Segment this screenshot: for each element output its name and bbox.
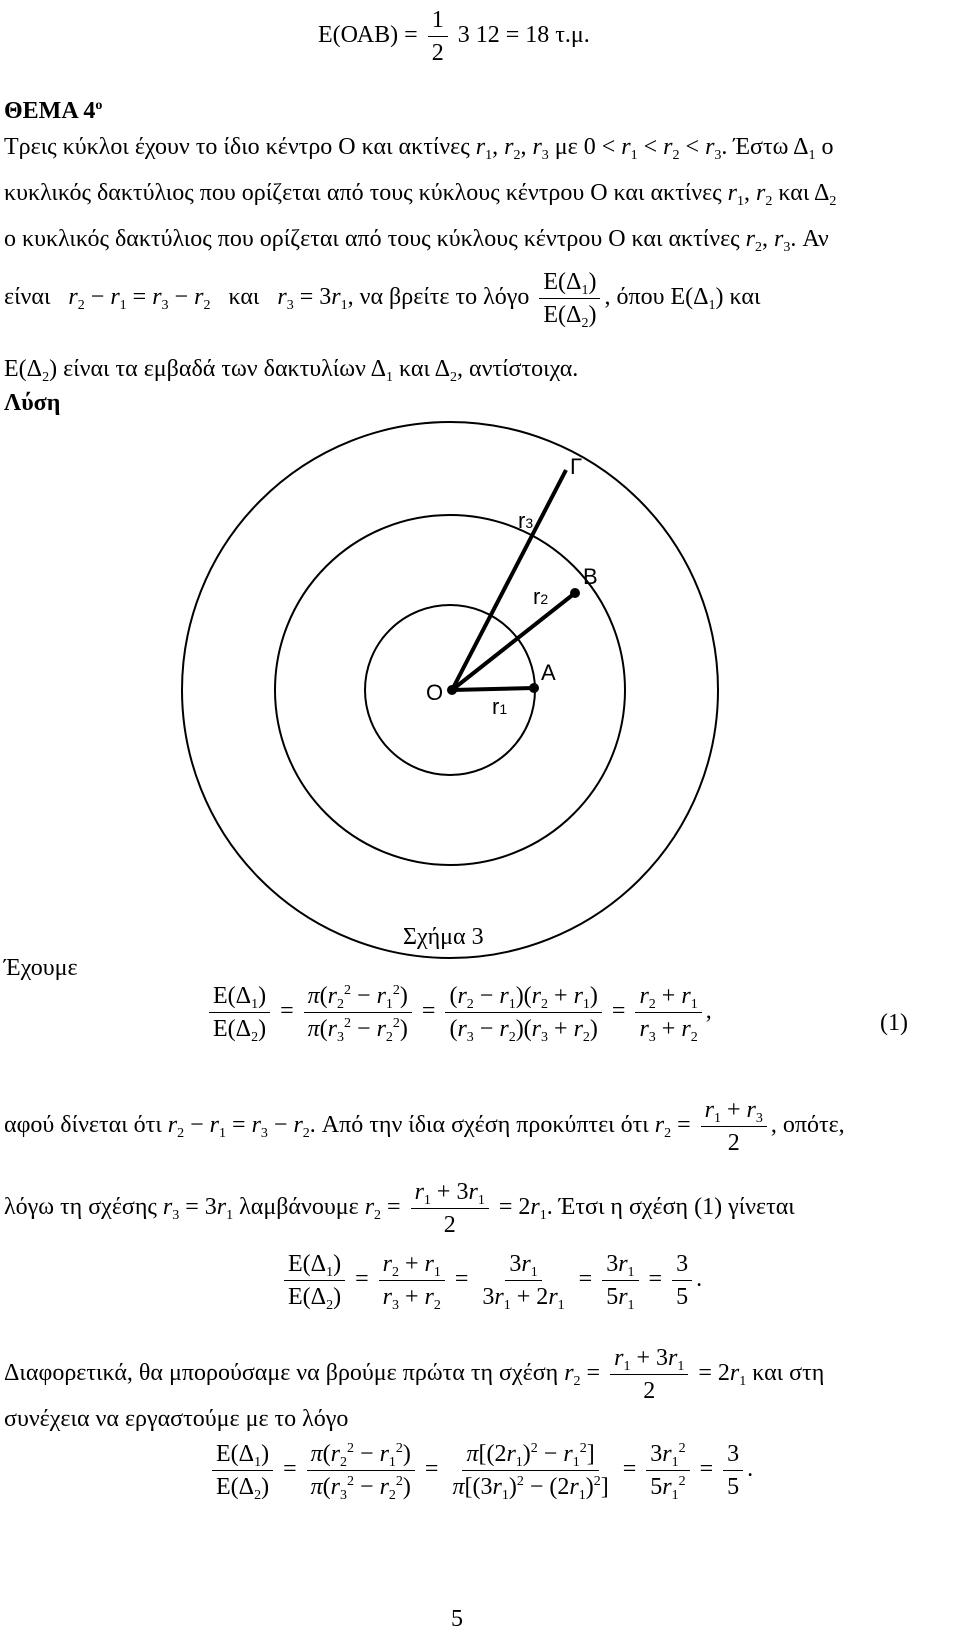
label-A: Α: [541, 660, 556, 685]
label-r3: r3: [518, 508, 534, 533]
equation-3: $\frac{E(\Delta_1)}{E(\Delta_2)}$ = $\frac{\pi(r_2^2 - r_1^2)}{\pi(r_3^2 - r_2^2)}$ = $\frac{\pi[(2r_1)^2 - r_1^2]}{\pi[(3r_1)^2 - (2r_1)^2]}$ = $\frac{3r_1^2}{5r_1^2}$ = $\frac{3}{5}$ .: [208, 1440, 753, 1501]
problem-line-1: Τρεις κύκλοι έχουν το ίδιο κέντρο Ο και ακτίνες $r_1$, $r_2$, $r_3$ με $0 < r_1 < r_2 < r_3$. Έστω $\Delta_1$ ο: [4, 134, 834, 163]
top-formula: Ε(ΟΑΒ) = $\frac{1}{2}$ 3 12 = 18 τ.μ.: [318, 7, 590, 66]
equation-2: $\frac{E(\Delta_1)}{E(\Delta_2)}$ = $\frac{r_2 + r_1}{r_3 + r_2}$ = $\frac{3r_1}{3r_1 + 2r_1}$ = $\frac{3r_1}{5r_1}$ = $\frac{3}{5}$ .: [280, 1250, 702, 1311]
alt-line-2: συνέχεια να εργαστούμε με το λόγο: [4, 1406, 349, 1432]
heading-thema: ΘΕΜΑ $4^o$: [4, 98, 103, 124]
problem-line-2: κυκλικός δακτύλιος που ορίζεται από τους κύκλους κέντρου Ο και ακτίνες $r_1$, $r_2$ και $\Delta_2$: [4, 180, 837, 209]
point-B: [570, 588, 580, 598]
segment-OA: [452, 688, 534, 690]
label-G: Γ: [570, 454, 583, 479]
label-B: Β: [583, 564, 598, 589]
problem-line-5: $E(\Delta_2)$ είναι τα εμβαδά των δακτυλίων $\Delta_1$ και $\Delta_2$, αντίστοιχα.: [4, 356, 579, 385]
since-line: αφού δίνεται ότι $r_2 - r_1 = r_3 - r_2$. Από την ίδια σχέση προκύπτει ότι $r_2$ = $\frac{r_1 + r_3}{2}$ , οπότε,: [4, 1097, 845, 1156]
label-r1: r1: [492, 694, 508, 719]
point-O: [447, 685, 457, 695]
we-have-text: Έχουμε: [4, 955, 78, 981]
due-line: λόγω τη σχέσης $r_3 = 3r_1$ λαμβάνουμε $r_2$ = $\frac{r_1 + 3r_1}{2}$ = $2r_1$. Έτσι η σχέση (1) γίνεται: [4, 1179, 795, 1238]
problem-line-4: είναι $r_2 - r_1 = r_3 - r_2$ και $r_3 = 3r_1$, να βρείτε το λόγο $\frac{E(\Delta_1)}{E(\Delta_2)}$ , όπου $E(\Delta_1)$ και: [4, 269, 761, 331]
alt-line-1: Διαφορετικά, θα μπορούσαμε να βρούμε πρώτα τη σχέση $r_2$ = $\frac{r_1 + 3r_1}{2}$ = $2r_1$ και στη: [4, 1345, 825, 1404]
point-A: [529, 683, 539, 693]
label-r2: r2: [533, 584, 549, 609]
solution-heading: Λύση: [4, 390, 61, 416]
equation-1: $\frac{E(\Delta_1)}{E(\Delta_2)}$ = $\frac{\pi(r_2^2 - r_1^2)}{\pi(r_3^2 - r_2^2)}$ = $\frac{(r_2 - r_1)(r_2 + r_1)}{(r_3 - r_2)(r_3 + r_2)}$ = $\frac{r_2 + r_1}{r_3 + r_2}$ ,: [205, 982, 712, 1043]
problem-line-3: ο κυκλικός δακτύλιος που ορίζεται από τους κύκλους κέντρου Ο και ακτίνες $r_2$, $r_3$. Αν: [4, 226, 829, 255]
figure-caption: Σχήμα 3: [403, 924, 484, 950]
label-O: Ο: [426, 680, 444, 705]
page-number: 5: [451, 1606, 463, 1632]
equation-1-tag: (1): [880, 1010, 908, 1036]
segment-OG: [452, 470, 566, 690]
